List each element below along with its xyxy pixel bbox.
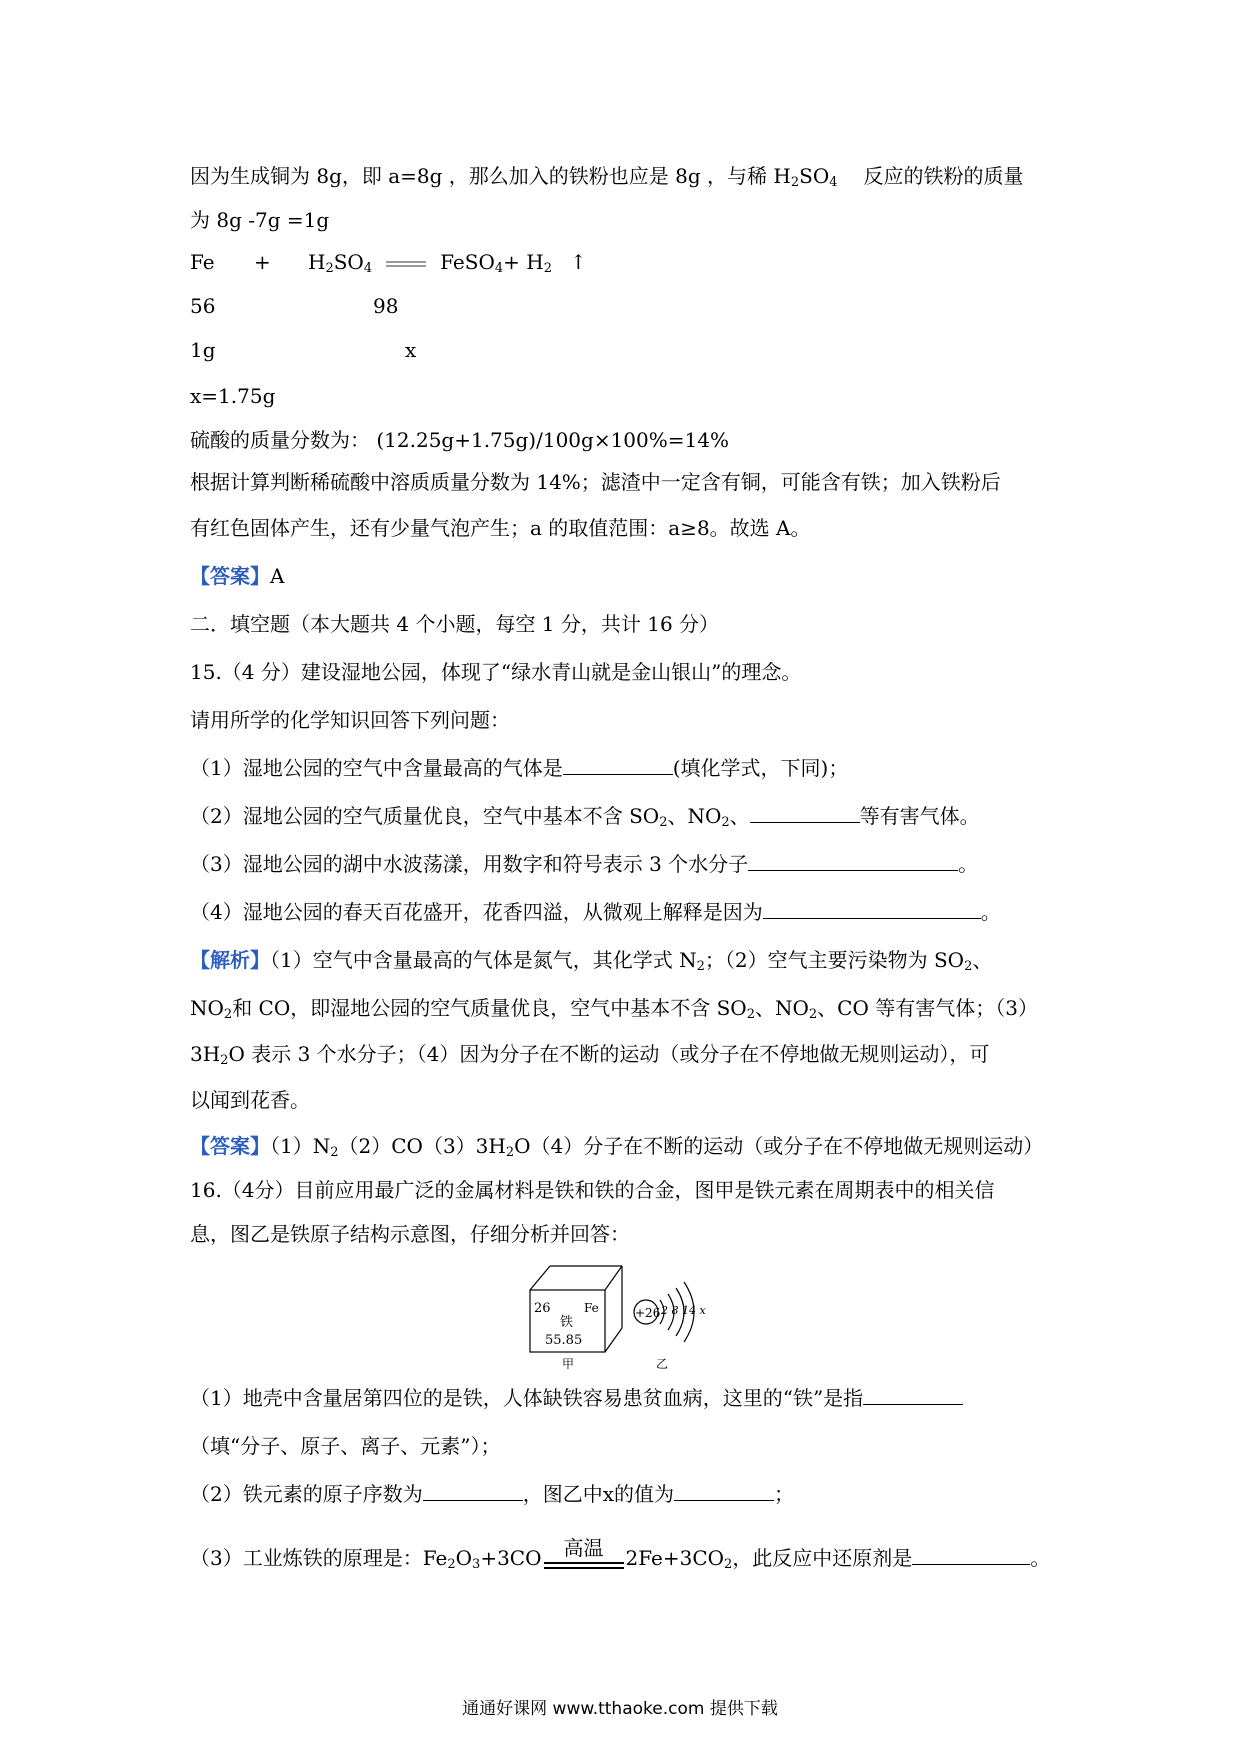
analysis-label: 【解析】 — [190, 948, 270, 972]
electron-shells: 2 8 14 x — [661, 1304, 706, 1317]
atomic-number: 26 — [534, 1301, 551, 1316]
answer-label: 【答案】 — [190, 1134, 270, 1158]
gas-arrow: ↑ — [570, 250, 587, 274]
analysis-line: 以闻到花香。 — [190, 1088, 310, 1112]
reaction-condition-equals: 高温 — [544, 1546, 624, 1574]
equation-h2so4: $H_2SO_4$ FeSO$_4$+ $H_2$ — [308, 250, 552, 276]
question-16-3: （3）工业炼铁的原理是：$Fe_2O_3+3CO$ 高温 $2Fe+3CO_2$，此反应中还原剂是 。 — [190, 1535, 1051, 1572]
molar-mass-h2so4: 98 — [373, 294, 399, 318]
question-15-3: （3）湿地公园的湖中水波荡漾，用数字和符号表示 3 个水分子 。 — [190, 852, 979, 876]
answer-blank[interactable] — [748, 850, 958, 871]
text-line: 根据计算判断稀硫酸中溶质质量分数为 14%；滤渣中一定含有铜，可能含有铁；加入铁粉后 — [190, 470, 1001, 494]
text-line: 因为生成铜为 8g，即 a=8g ，那么加入的铁粉也应是 8g ，与稀 $H_2SO_4$ 反应的铁粉的质量 — [190, 164, 1024, 190]
answer-blank[interactable] — [750, 802, 860, 823]
analysis-line: $NO_2$和 CO，即湿地公园的空气质量优良，空气中基本不含 $SO_2$、$NO_2$、CO 等有害气体；（3） — [190, 996, 1038, 1022]
question-15-4: （4）湿地公园的春天百花盛开，花香四溢，从微观上解释是因为 。 — [190, 900, 1001, 924]
molar-mass-fe: 56 — [190, 294, 216, 318]
caption-a: 甲 — [562, 1357, 575, 1370]
atomic-mass: 55.85 — [545, 1333, 583, 1348]
question-15-2: （2）湿地公园的空气质量优良，空气中基本不含 $SO_2$、$NO_2$、 等有害气体。 — [190, 804, 980, 830]
answer-line: 【答案】$(1)N_2(2)CO(3)3H_2O(4)$分子在不断的运动（或分子在不停地做无规则运动） — [190, 1134, 1044, 1160]
mass-x: x — [405, 338, 417, 362]
text-line: x=1.75g — [190, 384, 276, 408]
answer-line: 【答案】A — [190, 564, 285, 588]
equation-plus: + — [254, 250, 271, 274]
answer-label: 【答案】 — [190, 564, 270, 588]
question-15: 15.（4 分）建设湿地公园，体现了“绿水青山就是金山银山”的理念。 — [190, 660, 802, 684]
answer-blank[interactable] — [674, 1480, 774, 1501]
question-15-1: （1）湿地公园的空气中含量最高的气体是 (填化学式，下同)； — [190, 756, 849, 780]
iron-figure — [520, 1260, 750, 1370]
text-line: 有红色固体产生，还有少量气泡产生；a 的取值范围：a≥8。故选 A。 — [190, 516, 811, 540]
analysis-line: 【解析】（1）空气中含量最高的气体是氮气，其化学式 $N_2$；（2）空气主要污染物为 $SO_2$、 — [190, 948, 993, 974]
answer-blank[interactable] — [563, 754, 673, 775]
text-line: （填“分子、原子、离子、元素”）； — [190, 1434, 501, 1458]
caption-b: 乙 — [656, 1357, 669, 1370]
answer-blank[interactable] — [763, 898, 981, 919]
question-16-2: （2）铁元素的原子序数为 ，图乙中x的值为 ； — [190, 1482, 795, 1506]
text-line: 为 8g -7g =1g — [190, 208, 330, 232]
section-heading: 二．填空题（本大题共 4 个小题，每空 1 分，共计 16 分） — [190, 612, 720, 636]
question-16: 16.（4分）目前应用最广泛的金属材料是铁和铁的合金，图甲是铁元素在周期表中的相关信 — [190, 1178, 995, 1202]
answer-blank[interactable] — [863, 1384, 963, 1405]
answer-blank[interactable] — [912, 1544, 1030, 1565]
analysis-line: $3H_2O$ 表示 3 个水分子；（4）因为分子在不断的运动（或分子在不停地做无规则运动），可 — [190, 1042, 990, 1068]
nucleus-charge: +26 — [635, 1306, 661, 1320]
element-symbol: Fe — [584, 1301, 599, 1315]
mass-fe: 1g — [190, 338, 216, 362]
equation-fe: Fe — [190, 250, 215, 274]
question-16-1: （1）地壳中含量居第四位的是铁，人体缺铁容易患贫血病，这里的“铁”是指 — [190, 1384, 963, 1412]
text-line: 硫酸的质量分数为： (12.25g+1.75g)/100g×100%=14% — [190, 428, 729, 452]
equals-sign — [386, 261, 426, 267]
text-line: 请用所学的化学知识回答下列问题： — [190, 708, 510, 732]
element-name: 铁 — [560, 1315, 574, 1330]
page-footer: 通通好课网 www.tthaoke.com 提供下载 — [462, 1699, 778, 1719]
text-line: 息，图乙是铁原子结构示意图，仔细分析并回答： — [190, 1222, 630, 1246]
answer-blank[interactable] — [423, 1480, 523, 1501]
